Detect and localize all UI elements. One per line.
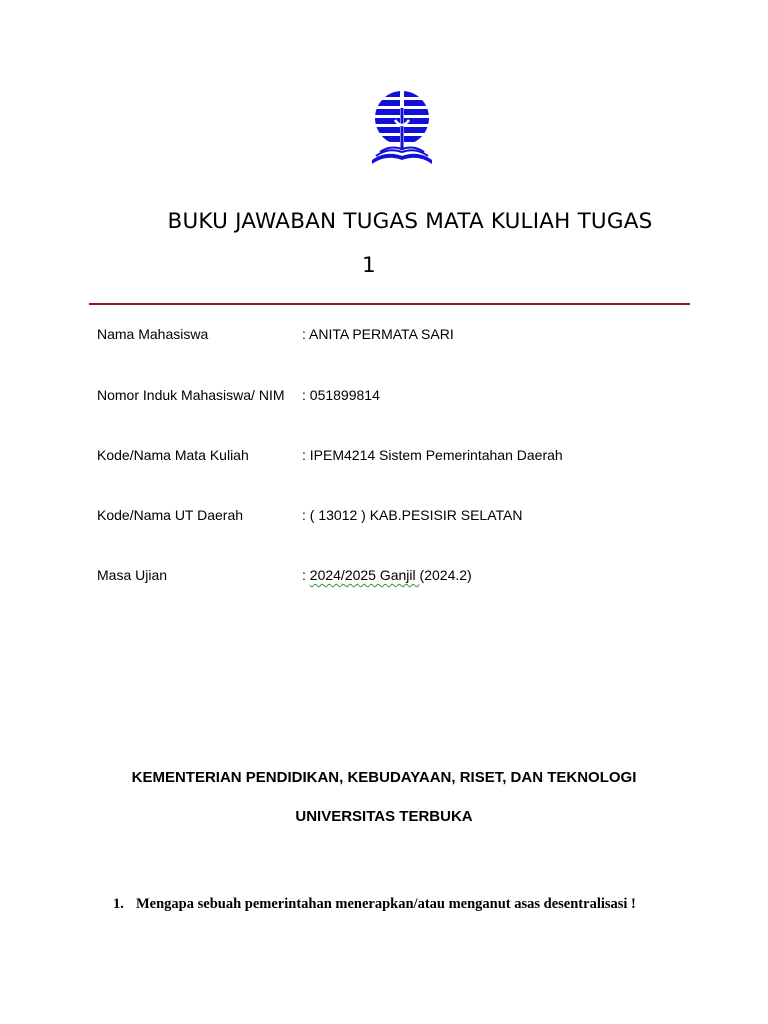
question-text: Mengapa sebuah pemerintahan menerapkan/atau menganut asas desentralisasi ! bbox=[136, 896, 636, 912]
nama-value: : ANITA PERMATA SARI bbox=[302, 326, 454, 342]
nim-value: : 051899814 bbox=[302, 387, 380, 403]
nim-label: Nomor Induk Mahasiswa/ NIM bbox=[97, 387, 285, 403]
ministry-name: KEMENTERIAN PENDIDIKAN, KEBUDAYAAN, RISET, DAN TEKNOLOGI bbox=[131, 769, 637, 786]
ut-daerah-value: : ( 13012 ) KAB.PESISIR SELATAN bbox=[302, 507, 523, 523]
title-line-2: 1 bbox=[362, 253, 376, 278]
nama-label: Nama Mahasiswa bbox=[97, 326, 209, 342]
question-number: 1. bbox=[113, 896, 124, 912]
masa-ujian-period: 2024/2025 Ganjil bbox=[309, 567, 420, 583]
masa-ujian-value bbox=[302, 567, 472, 583]
ut-daerah-label: Kode/Nama UT Daerah bbox=[97, 507, 244, 523]
title-divider bbox=[89, 303, 690, 305]
title-line-1: BUKU JAWABAN TUGAS MATA KULIAH TUGAS bbox=[167, 209, 653, 234]
university-name: UNIVERSITAS TERBUKA bbox=[295, 808, 473, 825]
universitas-terbuka-logo-icon bbox=[368, 90, 436, 166]
masa-ujian-label: Masa Ujian bbox=[97, 567, 168, 583]
matkul-value: : IPEM4214 Sistem Pemerintahan Daerah bbox=[302, 447, 563, 463]
masa-ujian-code: (2024.2) bbox=[419, 567, 472, 583]
masa-ujian-prefix: : bbox=[302, 567, 310, 583]
question-item bbox=[113, 896, 636, 913]
matkul-label: Kode/Nama Mata Kuliah bbox=[97, 447, 249, 463]
document-title bbox=[0, 200, 768, 288]
